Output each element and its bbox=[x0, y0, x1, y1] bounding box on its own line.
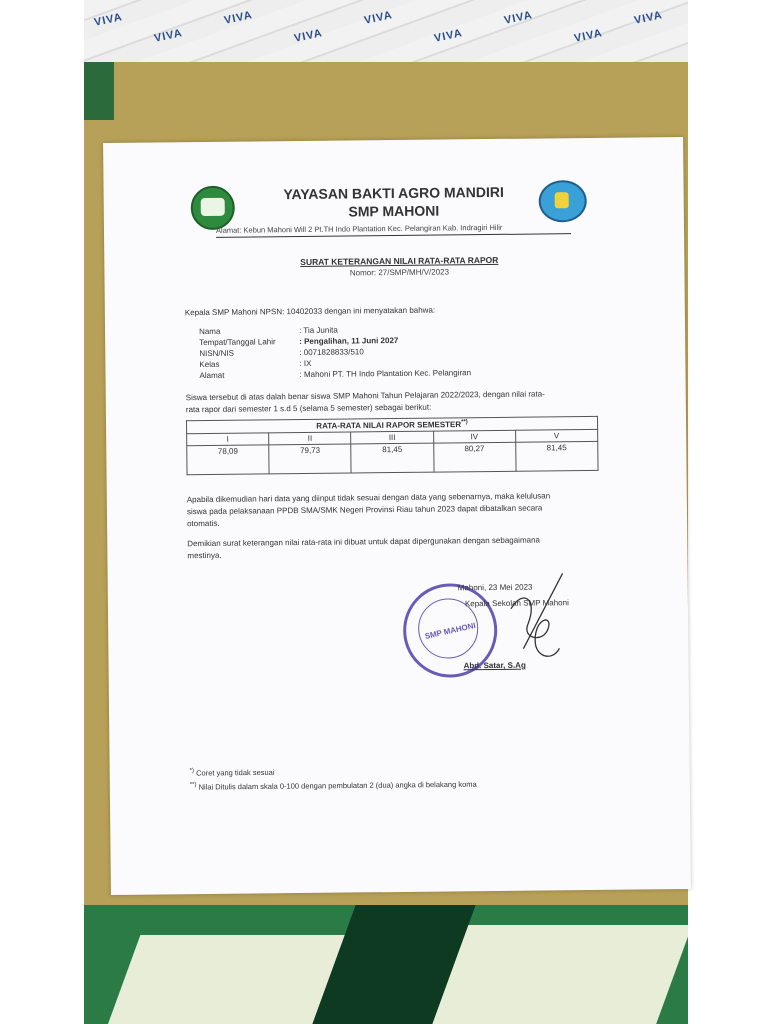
signer-name: Abd. Satar, S.Ag bbox=[463, 660, 526, 671]
footnote-1: *) Coret yang tidak sesuai bbox=[189, 767, 275, 778]
letter-paper bbox=[103, 137, 691, 895]
letter-intro: Kepala SMP Mahoni NPSN: 10402033 dengan ini menyatakan bahwa: bbox=[184, 305, 436, 318]
letter-title: SURAT KETERANGAN NILAI RATA-RATA RAPOR bbox=[300, 254, 499, 267]
field-label: Nama bbox=[199, 326, 221, 337]
right-margin bbox=[688, 0, 768, 1024]
floor-tiles bbox=[84, 905, 688, 1024]
viva-pattern-text: VIVA bbox=[363, 9, 394, 27]
viva-pattern-text: VIVA bbox=[223, 9, 254, 27]
closing-paragraph bbox=[187, 534, 607, 562]
statement-paragraph bbox=[186, 388, 606, 416]
field-label: Alamat bbox=[199, 370, 225, 381]
field-label: Tempat/Tanggal Lahir bbox=[199, 337, 276, 348]
condition-line: siswa pada pelaksanaan PPDB SMA/SMK Negeri Provinsi Riau tahun 2023 dapat dibatalkan secara bbox=[186, 503, 543, 517]
semester-header: I bbox=[187, 432, 269, 445]
stamp-text: SMP MAHONI bbox=[423, 620, 477, 641]
semester-header: IV bbox=[433, 430, 515, 443]
condition-paragraph bbox=[187, 490, 607, 530]
semester-value: 81,45 bbox=[515, 441, 598, 471]
signer-title: Kepala Sekolah SMP Mahoni bbox=[464, 598, 569, 609]
viva-pattern-text: VIVA bbox=[573, 27, 604, 45]
viva-pattern-text: VIVA bbox=[503, 9, 534, 27]
foundation-logo-icon bbox=[191, 186, 235, 230]
field-row bbox=[199, 367, 471, 381]
semester-header: V bbox=[515, 429, 597, 442]
semester-value: 81,45 bbox=[351, 443, 433, 473]
semester-value: 79,73 bbox=[269, 444, 351, 474]
field-label: Kelas bbox=[199, 359, 220, 370]
student-details bbox=[199, 323, 471, 381]
viva-pattern-text: VIVA bbox=[93, 11, 124, 29]
letter-number: Nomor: 27/SMP/MH/V/2023 bbox=[349, 267, 450, 278]
semester-header: III bbox=[351, 431, 433, 444]
semester-value: 80,27 bbox=[433, 442, 515, 472]
field-value: : Tia Junita bbox=[299, 325, 338, 336]
grades-table bbox=[186, 416, 599, 475]
field-value: : 0071828833/510 bbox=[299, 347, 364, 358]
viva-pattern-text: VIVA bbox=[153, 27, 184, 45]
semester-header: II bbox=[269, 432, 351, 445]
letterhead-address: Alamat: Kebun Mahoni Will 2 Pt.TH Indo Plantation Kec. Pelangiran Kab. Indragiri Hilir bbox=[215, 222, 503, 235]
viva-pattern-text: VIVA bbox=[293, 27, 324, 45]
viva-pattern-text: VIVA bbox=[433, 27, 464, 45]
field-value: : Pengalihan, 11 Juni 2027 bbox=[299, 335, 399, 347]
statement-line: rata rapor dari semester 1 s.d 5 (selama 5 semester) sebagai berikut: bbox=[185, 402, 432, 415]
org-name: YAYASAN BAKTI AGRO MANDIRI bbox=[283, 183, 504, 203]
letterhead-title bbox=[244, 182, 544, 221]
signing-date: Mahoni, 23 Mei 2023 bbox=[457, 582, 533, 593]
semester-value: 78,09 bbox=[187, 444, 269, 474]
condition-line: otomatis. bbox=[187, 518, 220, 529]
field-value: : Mahoni PT. TH Indo Plantation Kec. Pelangiran bbox=[299, 368, 472, 380]
school-name: SMP MAHONI bbox=[348, 202, 440, 220]
statement-line: Siswa tersebut di atas dalah benar siswa SMP Mahoni Tahun Pelajaran 2022/2023, dengan nilai rata- bbox=[185, 389, 545, 403]
condition-line: Apabila dikemudian hari data yang diinput tidak sesuai dengan data yang sebenarnya, maka kelulusan bbox=[186, 491, 551, 505]
left-margin bbox=[0, 0, 84, 1024]
education-ministry-logo-icon bbox=[538, 180, 586, 223]
field-value: : IX bbox=[299, 358, 312, 369]
grades-table-header: RATA-RATA NILAI RAPOR SEMESTER**) bbox=[186, 416, 597, 433]
footnote-2: **) Nilai Ditulis dalam skala 0-100 dengan pembulatan 2 (dua) angka di belakang koma bbox=[189, 779, 477, 792]
closing-line: mestinya. bbox=[187, 550, 222, 561]
field-label: NISN/NIS bbox=[199, 348, 235, 359]
envelope-security-strip bbox=[84, 0, 688, 62]
closing-line: Demikian surat keterangan nilai rata-rata ini dibuat untuk dapat dipergunakan dengan sebagaimana bbox=[187, 535, 540, 549]
viva-pattern-text: VIVA bbox=[633, 9, 664, 27]
